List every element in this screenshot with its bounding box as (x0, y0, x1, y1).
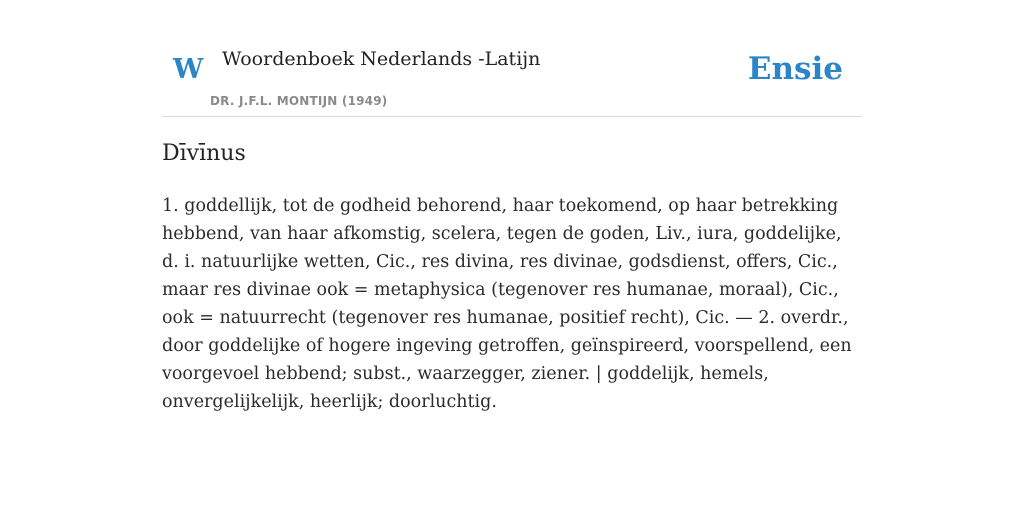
ensie-brand-logo[interactable]: Ensie (747, 51, 843, 87)
dictionary-title[interactable]: Woordenboek Nederlands -Latijn (222, 48, 541, 70)
entry-header (162, 0, 862, 117)
entry-definition: 1. goddellijk, tot de godheid behorend, haar toekomend, op haar betrekking hebbend, van haar afkomstig, scelera, tegen de goden, Liv., iura, goddelijke, d. i. natuurlijke wetten, Cic., res divina, res divinae, godsdienst, offers, Cic., maar res divinae ook = metaphysica (tegenover res humanae, moraal), Cic., ook = natuurrecht (tegenover res humanae, positief recht), Cic. — 2. overdr., door goddelijke of hogere ingeving getroffen, geïnspireerd, voorspellend, een voorgevoel hebbend; subst., waarzegger, ziener. | goddelijk, hemels, onvergelijkelijk, heerlijk; doorluchtig. (162, 196, 852, 412)
dictionary-logo[interactable]: W (173, 54, 204, 85)
dictionary-entry-card (162, 0, 862, 512)
entry-headword: Dīvīnus (162, 141, 246, 166)
dictionary-author: DR. J.F.L. MONTIJN (1949) (210, 94, 388, 108)
